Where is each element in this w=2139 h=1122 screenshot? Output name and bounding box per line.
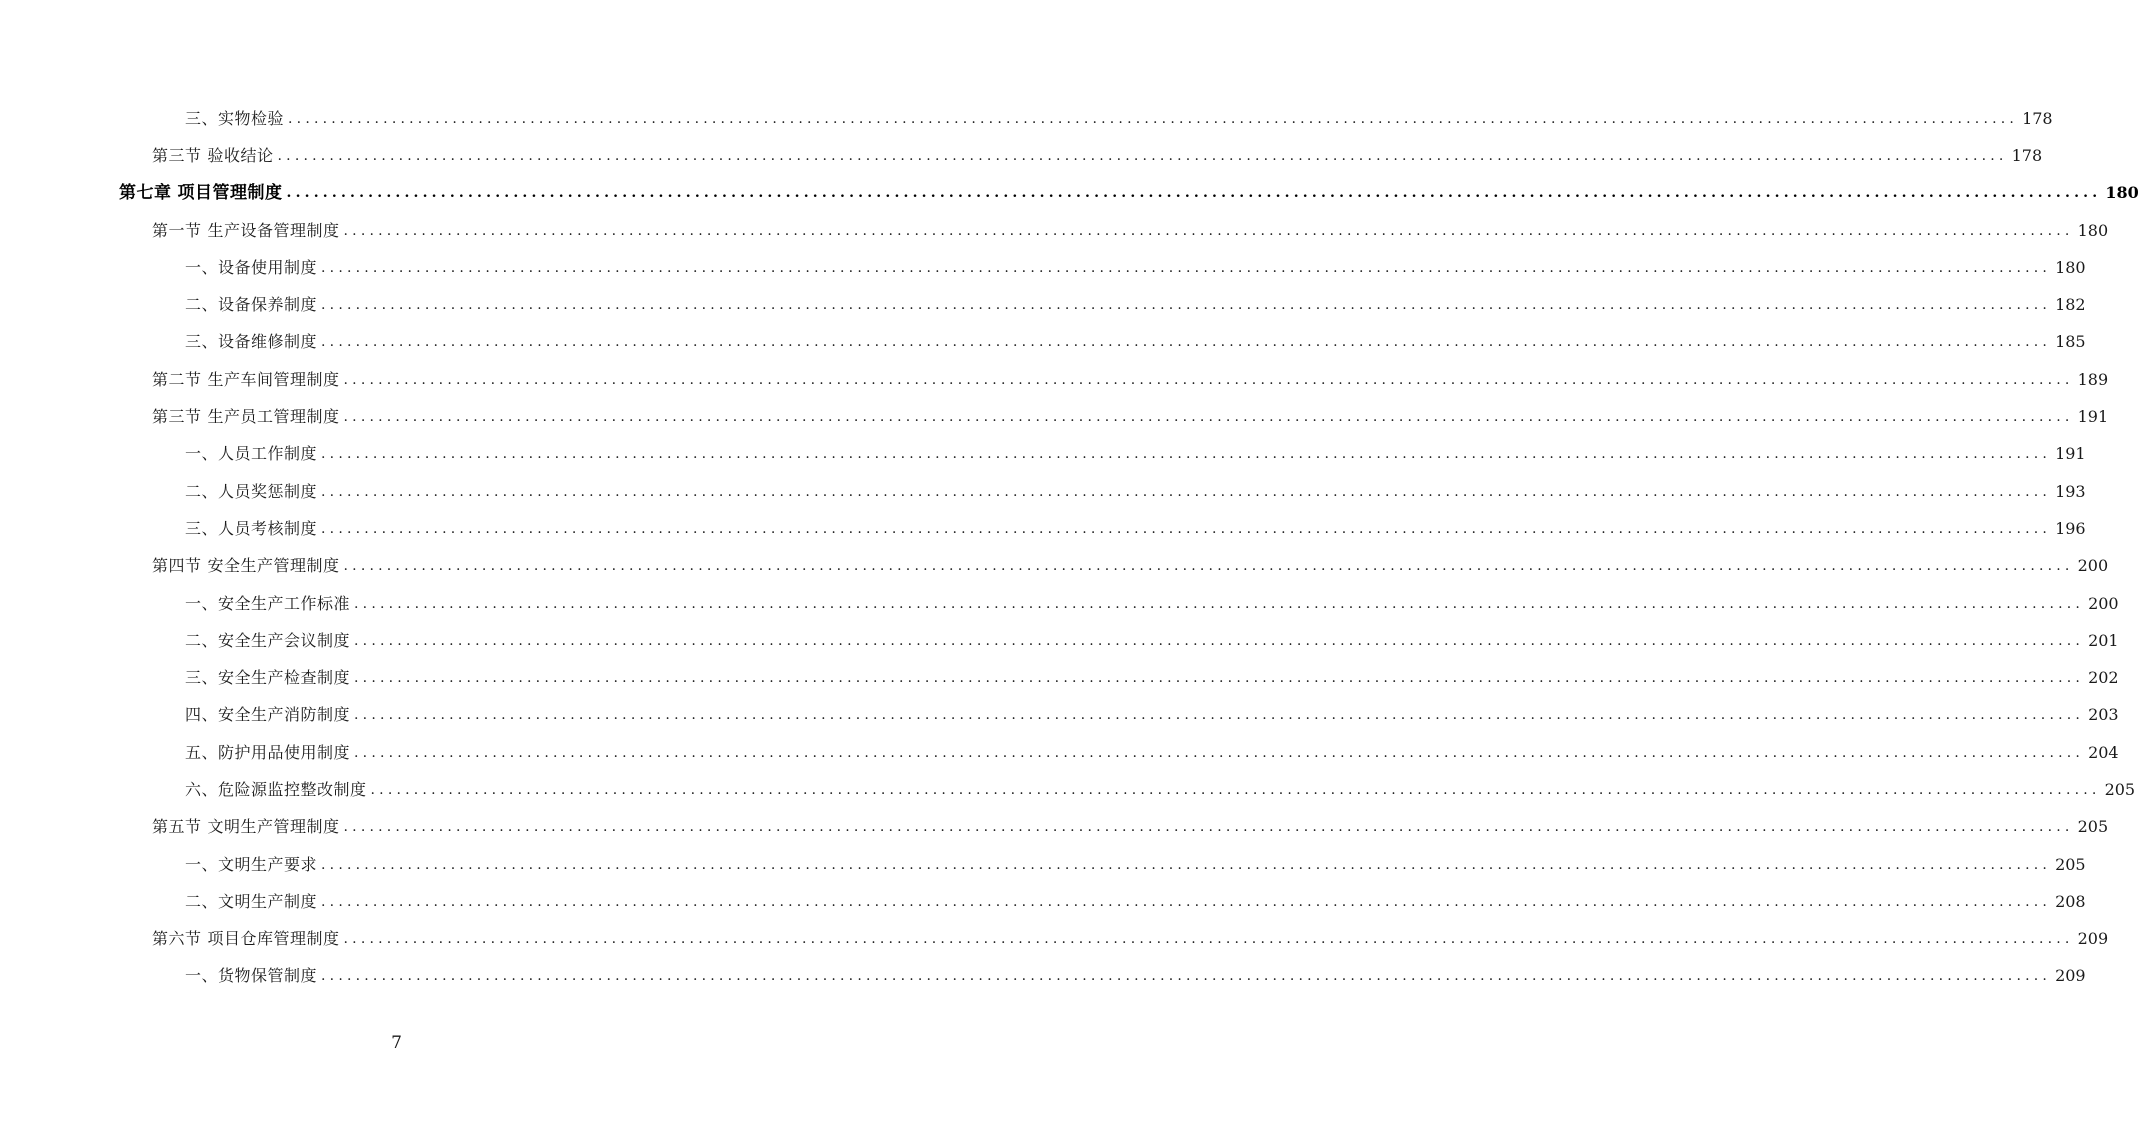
toc-leader-dots: ........................................................................................................................................................................................................ bbox=[343, 222, 2074, 239]
toc-entry-label bbox=[152, 146, 274, 166]
toc-subsection-entry[interactable] bbox=[0, 622, 2119, 659]
toc-entry-label bbox=[185, 631, 350, 651]
toc-section-entry[interactable] bbox=[0, 809, 2109, 846]
toc-entry-page: 193 bbox=[2055, 481, 2086, 501]
toc-leader-dots: ........................................................................................................................................................................................................ bbox=[321, 520, 2052, 537]
toc-entry-label bbox=[185, 295, 317, 315]
toc-subsection-entry[interactable] bbox=[0, 846, 2086, 883]
toc-entry-page: 209 bbox=[2077, 929, 2109, 949]
toc-entry-label bbox=[185, 594, 350, 614]
toc-entry-page: 205 bbox=[2077, 817, 2109, 837]
toc-entry-label bbox=[185, 780, 367, 800]
table-of-contents bbox=[0, 100, 2139, 995]
toc-leader-dots: ........................................................................................................................................................................................................ bbox=[321, 856, 2052, 873]
toc-leader-dots: ........................................................................................................................................................................................................ bbox=[321, 259, 2052, 276]
toc-entry-page: 203 bbox=[2088, 705, 2119, 725]
toc-subsection-entry[interactable] bbox=[0, 734, 2119, 771]
toc-entry-page: 208 bbox=[2055, 891, 2086, 911]
toc-entry-number: 一、设备使用制度 bbox=[185, 257, 318, 277]
toc-subsection-entry[interactable] bbox=[0, 473, 2086, 510]
toc-subsection-entry[interactable] bbox=[0, 659, 2119, 696]
toc-subsection-entry[interactable] bbox=[0, 883, 2086, 920]
toc-leader-dots: ........................................................................................................................................................................................................ bbox=[370, 781, 2101, 798]
toc-subsection-entry[interactable] bbox=[0, 771, 2136, 808]
toc-section-entry[interactable] bbox=[0, 212, 2109, 249]
toc-leader-dots: ........................................................................................................................................................................................................ bbox=[343, 409, 2074, 426]
toc-leader-dots: ........................................................................................................................................................................................................ bbox=[343, 931, 2074, 948]
toc-entry-label bbox=[185, 855, 317, 875]
toc-leader-dots: ........................................................................................................................................................................................................ bbox=[321, 297, 2052, 314]
toc-entry-label bbox=[185, 109, 284, 129]
toc-entry-number: 二、人员奖惩制度 bbox=[185, 481, 318, 501]
toc-leader-dots: ........................................................................................................................................................................................................ bbox=[321, 893, 2052, 910]
toc-leader-dots: ........................................................................................................................................................................................................ bbox=[277, 147, 2008, 164]
toc-section-entry[interactable] bbox=[0, 361, 2109, 398]
toc-subsection-entry[interactable] bbox=[0, 324, 2086, 361]
toc-entry-title: 生产员工管理制度 bbox=[207, 407, 340, 427]
toc-subsection-entry[interactable] bbox=[0, 958, 2086, 995]
toc-entry-title: 项目仓库管理制度 bbox=[207, 929, 340, 949]
toc-entry-page: 200 bbox=[2088, 593, 2119, 613]
toc-entry-number: 第三节 bbox=[152, 145, 202, 165]
toc-entry-title: 验收结论 bbox=[207, 145, 274, 165]
toc-entry-page: 201 bbox=[2088, 630, 2119, 650]
toc-subsection-entry[interactable] bbox=[0, 249, 2086, 286]
toc-entry-page: 191 bbox=[2055, 444, 2086, 464]
toc-entry-number: 三、安全生产检查制度 bbox=[185, 668, 351, 688]
toc-subsection-entry[interactable] bbox=[0, 697, 2119, 734]
toc-entry-page: 205 bbox=[2055, 854, 2086, 874]
toc-entry-label bbox=[152, 370, 340, 390]
toc-leader-dots: ........................................................................................................................................................................................................ bbox=[343, 371, 2074, 388]
toc-entry-label bbox=[185, 519, 317, 539]
toc-leader-dots: ........................................................................................................................................................................................................ bbox=[321, 446, 2052, 463]
toc-subsection-entry[interactable] bbox=[0, 510, 2086, 547]
toc-entry-label bbox=[185, 705, 350, 725]
toc-leader-dots: ........................................................................................................................................................................................................ bbox=[354, 632, 2085, 649]
toc-leader-dots: ........................................................................................................................................................................................................ bbox=[321, 968, 2052, 985]
toc-entry-label bbox=[185, 444, 317, 464]
toc-entry-title: 文明生产管理制度 bbox=[207, 817, 340, 837]
toc-entry-title: 生产设备管理制度 bbox=[207, 220, 340, 240]
toc-entry-number: 二、安全生产会议制度 bbox=[185, 630, 351, 650]
toc-entry-label bbox=[185, 258, 317, 278]
toc-entry-page: 185 bbox=[2055, 332, 2086, 352]
toc-entry-label bbox=[152, 221, 340, 241]
toc-entry-label bbox=[152, 817, 340, 837]
toc-entry-number: 第六节 bbox=[152, 929, 202, 949]
toc-leader-dots: ........................................................................................................................................................................................................ bbox=[354, 595, 2085, 612]
toc-entry-page: 191 bbox=[2077, 407, 2109, 427]
toc-subsection-entry[interactable] bbox=[0, 436, 2086, 473]
toc-section-entry[interactable] bbox=[0, 921, 2109, 958]
toc-entry-title: 生产车间管理制度 bbox=[207, 369, 340, 389]
toc-entry-title: 项目管理制度 bbox=[177, 183, 283, 204]
toc-entry-number: 一、文明生产要求 bbox=[185, 854, 318, 874]
toc-entry-page: 180 bbox=[2077, 220, 2109, 240]
toc-entry-label bbox=[185, 743, 350, 763]
toc-entry-label bbox=[185, 892, 317, 912]
toc-entry-label bbox=[185, 668, 350, 688]
toc-leader-dots: ........................................................................................................................................................................................................ bbox=[286, 185, 2102, 202]
toc-entry-label bbox=[185, 966, 317, 986]
toc-chapter-entry[interactable] bbox=[0, 175, 2139, 212]
toc-entry-number: 二、文明生产制度 bbox=[185, 891, 318, 911]
toc-entry-label bbox=[119, 183, 283, 203]
toc-entry-number: 三、设备维修制度 bbox=[185, 332, 318, 352]
toc-entry-number: 第四节 bbox=[152, 556, 202, 576]
toc-entry-title: 安全生产管理制度 bbox=[207, 556, 340, 576]
toc-entry-page: 202 bbox=[2088, 668, 2119, 688]
toc-section-entry[interactable] bbox=[0, 548, 2109, 585]
toc-subsection-entry[interactable] bbox=[0, 286, 2086, 323]
toc-leader-dots: ........................................................................................................................................................................................................ bbox=[343, 558, 2074, 575]
toc-entry-number: 第七章 bbox=[119, 183, 172, 204]
toc-leader-dots: ........................................................................................................................................................................................................ bbox=[288, 110, 2019, 127]
toc-subsection-entry[interactable] bbox=[0, 585, 2119, 622]
page-number: 7 bbox=[391, 1033, 402, 1053]
toc-leader-dots: ........................................................................................................................................................................................................ bbox=[321, 334, 2052, 351]
toc-entry-page: 200 bbox=[2077, 556, 2109, 576]
toc-entry-number: 六、危险源监控整改制度 bbox=[185, 779, 367, 799]
toc-entry-label bbox=[152, 407, 340, 427]
toc-entry-label bbox=[152, 556, 340, 576]
toc-entry-number: 三、实物检验 bbox=[185, 108, 285, 128]
toc-entry-number: 四、安全生产消防制度 bbox=[185, 705, 351, 725]
toc-entry-number: 一、货物保管制度 bbox=[185, 966, 318, 986]
toc-subsection-entry[interactable] bbox=[0, 100, 2053, 137]
toc-leader-dots: ........................................................................................................................................................................................................ bbox=[354, 670, 2085, 687]
toc-entry-number: 三、人员考核制度 bbox=[185, 518, 318, 538]
toc-entry-page: 189 bbox=[2077, 369, 2109, 389]
toc-entry-page: 196 bbox=[2055, 518, 2086, 538]
toc-leader-dots: ........................................................................................................................................................................................................ bbox=[343, 819, 2074, 836]
toc-entry-number: 第三节 bbox=[152, 407, 202, 427]
toc-entry-number: 二、设备保养制度 bbox=[185, 295, 318, 315]
toc-entry-label bbox=[185, 332, 317, 352]
toc-entry-page: 178 bbox=[2011, 145, 2043, 165]
toc-entry-number: 第五节 bbox=[152, 817, 202, 837]
toc-entry-number: 一、安全生产工作标准 bbox=[185, 593, 351, 613]
toc-entry-number: 五、防护用品使用制度 bbox=[185, 742, 351, 762]
toc-entry-number: 第一节 bbox=[152, 220, 202, 240]
toc-entry-label bbox=[185, 482, 317, 502]
toc-entry-number: 第二节 bbox=[152, 369, 202, 389]
toc-entry-page: 209 bbox=[2055, 966, 2086, 986]
toc-entry-page: 180 bbox=[2105, 183, 2139, 203]
toc-leader-dots: ........................................................................................................................................................................................................ bbox=[354, 707, 2085, 724]
toc-entry-number: 一、人员工作制度 bbox=[185, 444, 318, 464]
toc-entry-page: 178 bbox=[2022, 108, 2053, 128]
toc-entry-page: 180 bbox=[2055, 257, 2086, 277]
toc-section-entry[interactable] bbox=[0, 398, 2109, 435]
toc-entry-page: 182 bbox=[2055, 295, 2086, 315]
toc-section-entry[interactable] bbox=[0, 137, 2043, 174]
toc-leader-dots: ........................................................................................................................................................................................................ bbox=[321, 483, 2052, 500]
toc-entry-page: 204 bbox=[2088, 742, 2119, 762]
toc-entry-label bbox=[152, 929, 340, 949]
toc-leader-dots: ........................................................................................................................................................................................................ bbox=[354, 744, 2085, 761]
toc-entry-page: 205 bbox=[2104, 779, 2136, 799]
